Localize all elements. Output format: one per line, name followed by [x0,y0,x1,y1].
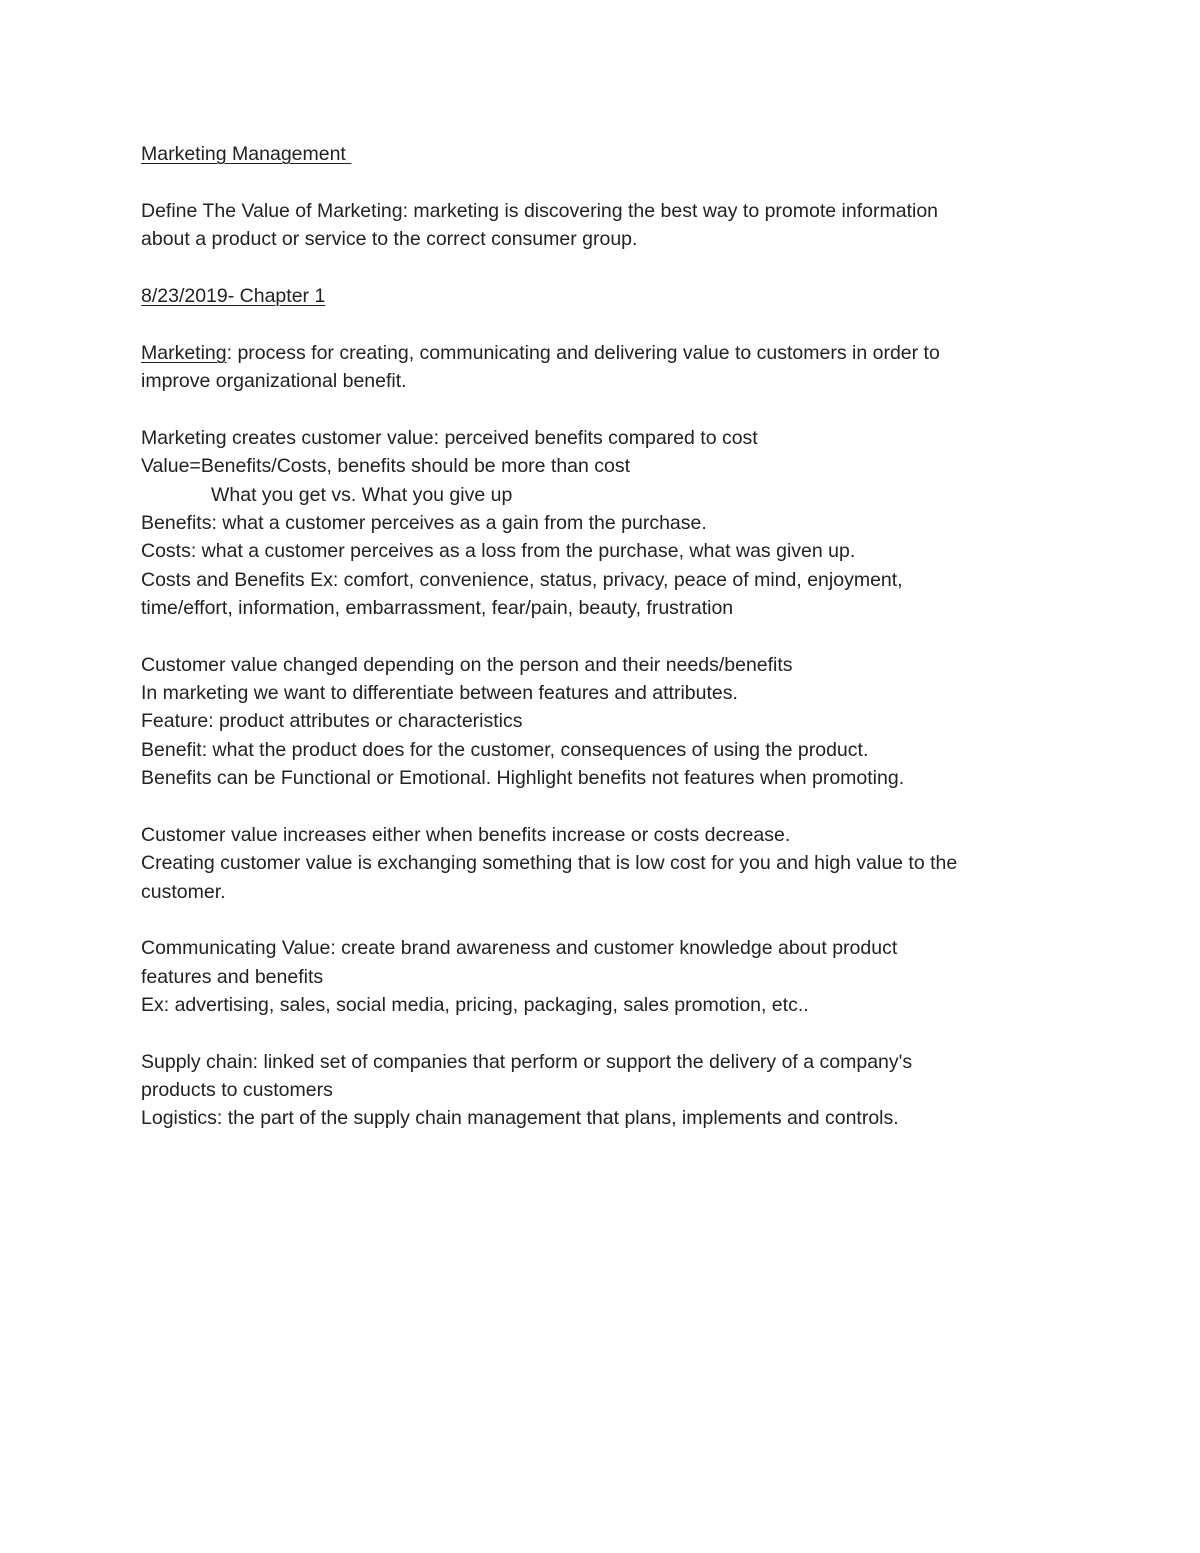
paragraph-gap [141,396,1061,425]
supply-line: products to customers [141,1079,333,1102]
features-line: Feature: product attributes or characteristics [141,710,523,733]
communicating-line: features and benefits [141,965,324,988]
increase-line: Creating customer value is exchanging something that is low cost for you and high value to the [141,852,958,875]
features-line: In marketing we want to differentiate between features and attributes. [141,682,738,705]
increase-line: Customer value increases either when benefits increase or costs decrease. [141,823,791,846]
chapter-heading: 8/23/2019- Chapter 1 [141,285,326,308]
paragraph-gap [141,1019,1061,1048]
paragraph-gap [141,792,1061,821]
paragraph-gap [141,906,1061,935]
customer-value-line: Benefits: what a customer perceives as a gain from the purchase. [141,512,707,535]
define-value-line-2: about a product or service to the correct consumer group. [141,228,638,251]
features-line: Benefit: what the product does for the customer, consequences of using the product. [141,738,869,761]
customer-value-line: Marketing creates customer value: perceived benefits compared to cost [141,427,758,450]
communicating-line: Communicating Value: create brand awareness and customer knowledge about product [141,937,898,960]
marketing-term: Marketing [141,341,227,364]
communicating-line: Ex: advertising, sales, social media, pricing, packaging, sales promotion, etc.. [141,993,809,1016]
customer-value-line: Costs: what a customer perceives as a loss from the purchase, what was given up. [141,540,856,563]
supply-line: Supply chain: linked set of companies that perform or support the delivery of a company's [141,1050,913,1073]
marketing-definition-line-1 [141,339,1061,367]
paragraph-gap [141,253,1061,282]
features-line: Customer value changed depending on the person and their needs/benefits [141,653,793,676]
increase-line: customer. [141,880,226,903]
supply-line: Logistics: the part of the supply chain management that plans, implements and controls. [141,1107,899,1130]
define-value-line-1: Define The Value of Marketing: marketing is discovering the best way to promote information [141,199,939,222]
paragraph-gap [141,168,1061,197]
customer-value-line: time/effort, information, embarrassment, fear/pain, beauty, frustration [141,596,734,619]
paragraph-gap [141,622,1061,651]
customer-value-line: Costs and Benefits Ex: comfort, convenience, status, privacy, peace of mind, enjoyment, [141,568,903,591]
customer-value-line: Value=Benefits/Costs, benefits should be more than cost [141,455,631,478]
marketing-definition-text: : process for creating, communicating and delivering value to customers in order to [226,341,940,364]
document-body [141,140,1061,1133]
customer-value-indented-line: What you get vs. What you give up [211,483,513,506]
document-title: Marketing Management [141,143,352,165]
marketing-definition-line-2: improve organizational benefit. [141,370,407,393]
features-line: Benefits can be Functional or Emotional. Highlight benefits not features when promoting. [141,767,905,790]
paragraph-gap [141,310,1061,339]
